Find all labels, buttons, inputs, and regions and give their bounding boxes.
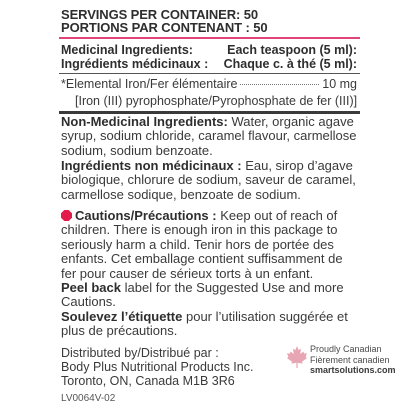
peel-back-en (61, 281, 357, 310)
cautions-block (61, 209, 357, 281)
distributor-block (61, 346, 301, 388)
dose-heading-fr: Chaque c. à thé (5 ml): (223, 57, 357, 71)
caution-octagon-icon (61, 210, 72, 221)
non-medicinal-en (61, 115, 357, 158)
ingredient-name: *Elemental Iron/Fer élémentaire (61, 77, 238, 91)
non-medicinal-fr (61, 159, 357, 202)
maple-leaf-icon (287, 346, 307, 368)
cautions-text: Keep out of reach of children. There is enough iron in this package to seriously harm a child. Tenir hors de portée des enfants. Cet emballage contient suffisamment de fer pour causer de sérieux torts à un enfant. (61, 208, 343, 281)
pink-divider (59, 37, 360, 39)
canada-line2: Fièrement canadien (310, 354, 390, 365)
canada-text (310, 344, 396, 376)
website-url: smartsolutions.com (310, 365, 396, 375)
proudly-canadian-badge (287, 342, 407, 402)
thin-divider (59, 73, 360, 74)
medicinal-heading-fr: Ingrédients médicinaux : (61, 57, 209, 71)
servings-fr: PORTIONS PAR CONTENANT : 50 (61, 20, 268, 35)
ingredient-source: [Iron (III) pyrophosphate/Pyrophosphate de fer (III)] (75, 94, 358, 108)
ingredient-row (61, 77, 357, 91)
peel-back-block (61, 281, 357, 339)
product-label (57, 0, 416, 416)
ingredient-amount: 10 mg (322, 77, 357, 91)
dose-heading-en: Each teaspoon (5 ml): (227, 43, 357, 57)
non-medicinal-heading-fr: Ingrédients non médicinaux : (61, 158, 242, 173)
peel-back-bold-en: Peel back (61, 280, 121, 295)
peel-back-bold-fr: Soulevez l’étiquette (61, 308, 183, 324)
non-medicinal-heading-en: Non-Medicinal Ingredients: (61, 114, 228, 129)
peel-back-text-en: label for the Suggested Use and more Cautions. (61, 280, 344, 310)
peel-back-fr (61, 310, 357, 339)
distributor-line1: Distributed by/Distribué par : (61, 346, 219, 360)
medicinal-header-fr (61, 57, 357, 71)
servings-block (61, 8, 357, 34)
canada-line1: Proudly Canadian (310, 344, 382, 354)
leader-dots (240, 84, 319, 85)
cautions-heading: Cautions/Précautions : (75, 208, 217, 223)
non-medicinal-text-en: Water, organic agave syrup, sodium chloride, caramel flavour, carmellose sodium, sodium benzoate. (61, 114, 357, 158)
peel-back-text-fr: pour l’utilisation suggérée et plus de précautions. (61, 308, 348, 339)
distributor-line2: Body Plus Nutritional Products Inc. (61, 360, 254, 374)
servings-en: SERVINGS PER CONTAINER: 50 (61, 7, 259, 22)
medicinal-heading-en: Medicinal Ingredients: (61, 43, 193, 57)
label-code: LV0064V-02 (61, 393, 116, 404)
medicinal-header-en (61, 43, 357, 57)
distributor-line3: Toronto, ON, Canada M1B 3R6 (61, 374, 235, 388)
non-medicinal-text-fr: Eau, sirop d’agave biologique, chlorure de sodium, saveur de caramel, carmellose sodique, benzoate de sodium. (61, 158, 356, 202)
